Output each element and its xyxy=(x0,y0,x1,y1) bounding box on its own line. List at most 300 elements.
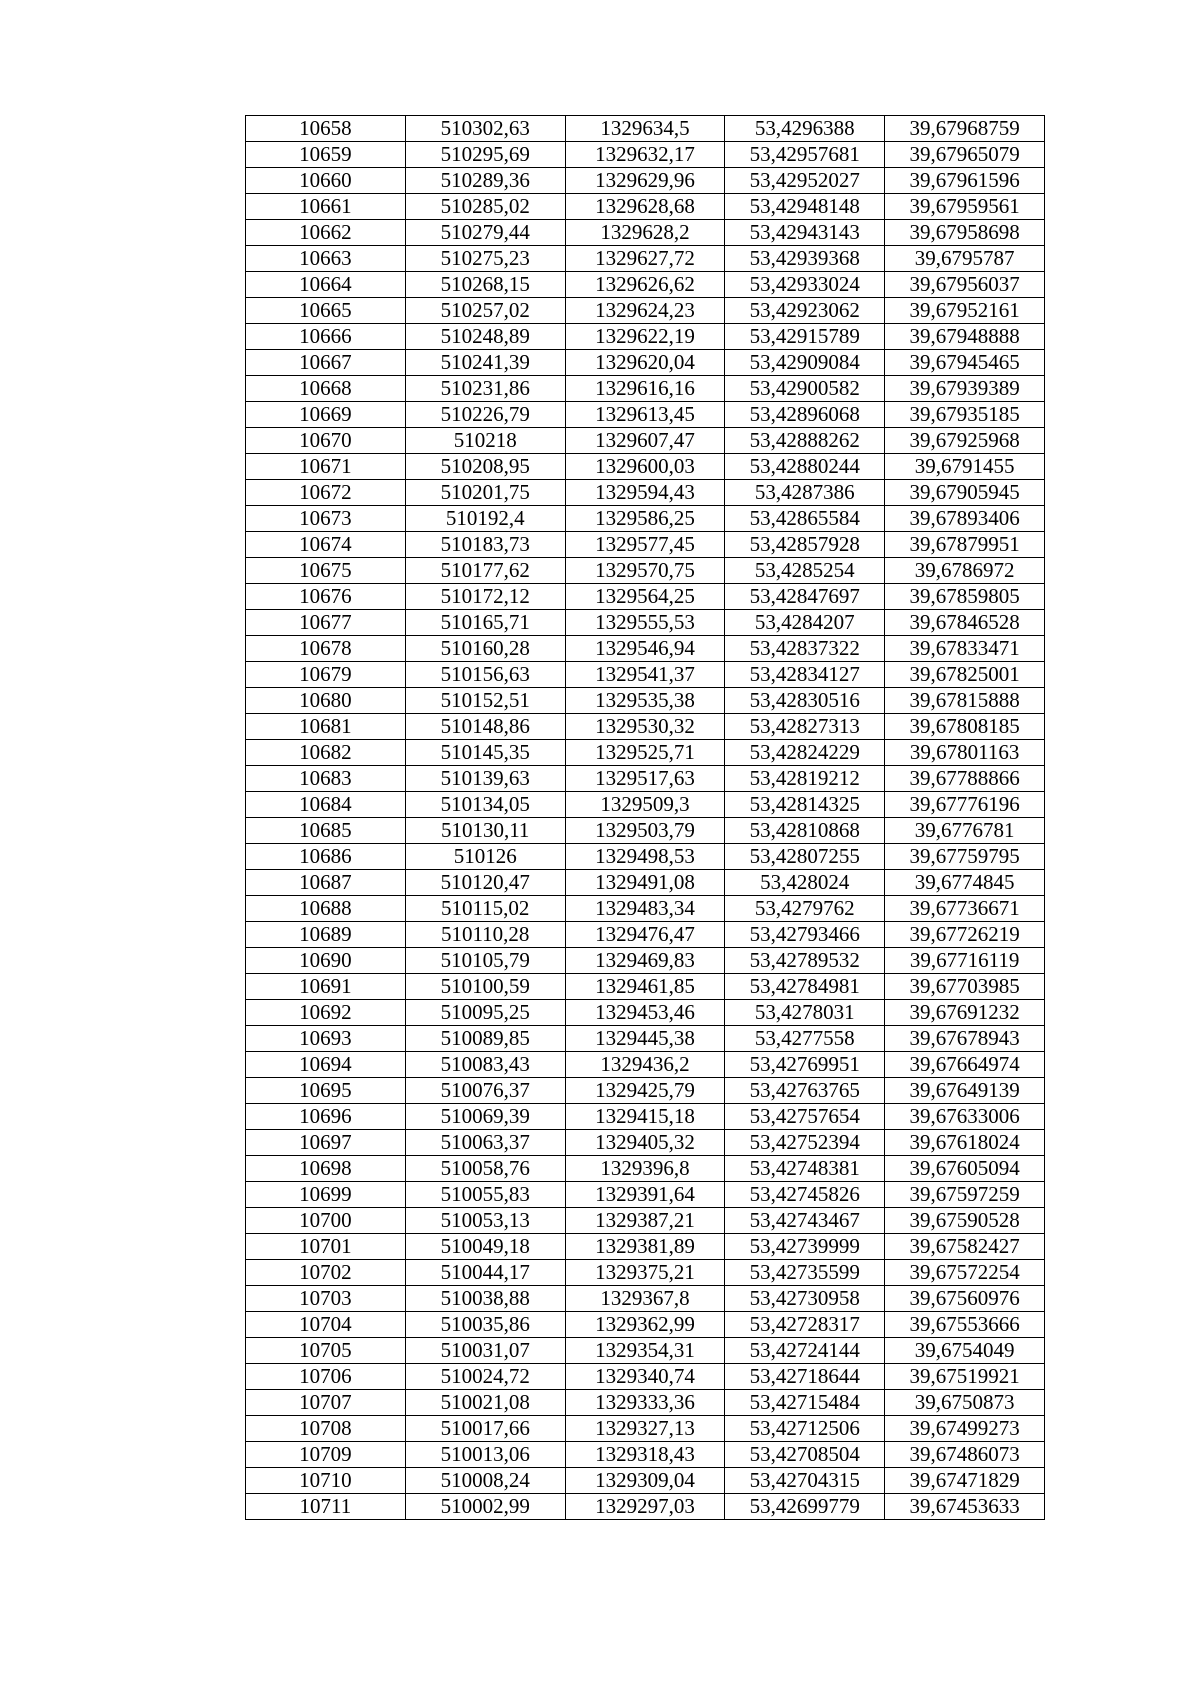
latitude-cell: 53,42724144 xyxy=(725,1338,885,1364)
y-coordinate-cell: 1329491,08 xyxy=(565,870,725,896)
latitude-cell: 53,42728317 xyxy=(725,1312,885,1338)
y-coordinate-cell: 1329629,96 xyxy=(565,168,725,194)
table-row xyxy=(246,688,1045,714)
table-row xyxy=(246,896,1045,922)
point-number-cell: 10678 xyxy=(246,636,406,662)
latitude-cell: 53,42819212 xyxy=(725,766,885,792)
y-coordinate-cell: 1329340,74 xyxy=(565,1364,725,1390)
longitude-cell: 39,67633006 xyxy=(885,1104,1045,1130)
point-number-cell: 10665 xyxy=(246,298,406,324)
latitude-cell: 53,42900582 xyxy=(725,376,885,402)
point-number-cell: 10692 xyxy=(246,1000,406,1026)
y-coordinate-cell: 1329425,79 xyxy=(565,1078,725,1104)
y-coordinate-cell: 1329535,38 xyxy=(565,688,725,714)
longitude-cell: 39,6776781 xyxy=(885,818,1045,844)
latitude-cell: 53,42745826 xyxy=(725,1182,885,1208)
table-row xyxy=(246,376,1045,402)
x-coordinate-cell: 510183,73 xyxy=(405,532,565,558)
latitude-cell: 53,42834127 xyxy=(725,662,885,688)
point-number-cell: 10679 xyxy=(246,662,406,688)
x-coordinate-cell: 510208,95 xyxy=(405,454,565,480)
latitude-cell: 53,42814325 xyxy=(725,792,885,818)
y-coordinate-cell: 1329620,04 xyxy=(565,350,725,376)
x-coordinate-cell: 510002,99 xyxy=(405,1494,565,1520)
latitude-cell: 53,42757654 xyxy=(725,1104,885,1130)
latitude-cell: 53,42718644 xyxy=(725,1364,885,1390)
y-coordinate-cell: 1329628,2 xyxy=(565,220,725,246)
table-row xyxy=(246,1416,1045,1442)
latitude-cell: 53,42837322 xyxy=(725,636,885,662)
longitude-cell: 39,67846528 xyxy=(885,610,1045,636)
point-number-cell: 10683 xyxy=(246,766,406,792)
point-number-cell: 10684 xyxy=(246,792,406,818)
table-row xyxy=(246,1312,1045,1338)
longitude-cell: 39,67961596 xyxy=(885,168,1045,194)
point-number-cell: 10674 xyxy=(246,532,406,558)
x-coordinate-cell: 510024,72 xyxy=(405,1364,565,1390)
longitude-cell: 39,67553666 xyxy=(885,1312,1045,1338)
longitude-cell: 39,6754049 xyxy=(885,1338,1045,1364)
point-number-cell: 10666 xyxy=(246,324,406,350)
latitude-cell: 53,42896068 xyxy=(725,402,885,428)
table-row xyxy=(246,142,1045,168)
point-number-cell: 10697 xyxy=(246,1130,406,1156)
point-number-cell: 10703 xyxy=(246,1286,406,1312)
longitude-cell: 39,67776196 xyxy=(885,792,1045,818)
table-row xyxy=(246,844,1045,870)
longitude-cell: 39,6795787 xyxy=(885,246,1045,272)
point-number-cell: 10681 xyxy=(246,714,406,740)
x-coordinate-cell: 510089,85 xyxy=(405,1026,565,1052)
point-number-cell: 10709 xyxy=(246,1442,406,1468)
table-row xyxy=(246,870,1045,896)
longitude-cell: 39,67486073 xyxy=(885,1442,1045,1468)
x-coordinate-cell: 510017,66 xyxy=(405,1416,565,1442)
longitude-cell: 39,67726219 xyxy=(885,922,1045,948)
latitude-cell: 53,42923062 xyxy=(725,298,885,324)
x-coordinate-cell: 510063,37 xyxy=(405,1130,565,1156)
point-number-cell: 10676 xyxy=(246,584,406,610)
longitude-cell: 39,67945465 xyxy=(885,350,1045,376)
point-number-cell: 10662 xyxy=(246,220,406,246)
longitude-cell: 39,67572254 xyxy=(885,1260,1045,1286)
coordinates-table xyxy=(245,115,1045,1520)
latitude-cell: 53,42915789 xyxy=(725,324,885,350)
longitude-cell: 39,67582427 xyxy=(885,1234,1045,1260)
x-coordinate-cell: 510055,83 xyxy=(405,1182,565,1208)
table-row xyxy=(246,298,1045,324)
longitude-cell: 39,67958698 xyxy=(885,220,1045,246)
point-number-cell: 10670 xyxy=(246,428,406,454)
y-coordinate-cell: 1329333,36 xyxy=(565,1390,725,1416)
point-number-cell: 10673 xyxy=(246,506,406,532)
table-row xyxy=(246,1182,1045,1208)
x-coordinate-cell: 510275,23 xyxy=(405,246,565,272)
point-number-cell: 10702 xyxy=(246,1260,406,1286)
x-coordinate-cell: 510152,51 xyxy=(405,688,565,714)
latitude-cell: 53,42708504 xyxy=(725,1442,885,1468)
table-row xyxy=(246,610,1045,636)
longitude-cell: 39,67959561 xyxy=(885,194,1045,220)
x-coordinate-cell: 510289,36 xyxy=(405,168,565,194)
x-coordinate-cell: 510165,71 xyxy=(405,610,565,636)
point-number-cell: 10677 xyxy=(246,610,406,636)
point-number-cell: 10672 xyxy=(246,480,406,506)
x-coordinate-cell: 510130,11 xyxy=(405,818,565,844)
table-row xyxy=(246,324,1045,350)
y-coordinate-cell: 1329396,8 xyxy=(565,1156,725,1182)
table-row xyxy=(246,1338,1045,1364)
x-coordinate-cell: 510231,86 xyxy=(405,376,565,402)
longitude-cell: 39,67499273 xyxy=(885,1416,1045,1442)
point-number-cell: 10699 xyxy=(246,1182,406,1208)
x-coordinate-cell: 510115,02 xyxy=(405,896,565,922)
x-coordinate-cell: 510148,86 xyxy=(405,714,565,740)
point-number-cell: 10698 xyxy=(246,1156,406,1182)
longitude-cell: 39,67801163 xyxy=(885,740,1045,766)
point-number-cell: 10689 xyxy=(246,922,406,948)
y-coordinate-cell: 1329436,2 xyxy=(565,1052,725,1078)
point-number-cell: 10696 xyxy=(246,1104,406,1130)
x-coordinate-cell: 510069,39 xyxy=(405,1104,565,1130)
latitude-cell: 53,42752394 xyxy=(725,1130,885,1156)
x-coordinate-cell: 510285,02 xyxy=(405,194,565,220)
longitude-cell: 39,67560976 xyxy=(885,1286,1045,1312)
x-coordinate-cell: 510031,07 xyxy=(405,1338,565,1364)
table-row xyxy=(246,220,1045,246)
y-coordinate-cell: 1329391,64 xyxy=(565,1182,725,1208)
longitude-cell: 39,67716119 xyxy=(885,948,1045,974)
y-coordinate-cell: 1329624,23 xyxy=(565,298,725,324)
x-coordinate-cell: 510120,47 xyxy=(405,870,565,896)
latitude-cell: 53,42830516 xyxy=(725,688,885,714)
longitude-cell: 39,67808185 xyxy=(885,714,1045,740)
longitude-cell: 39,6750873 xyxy=(885,1390,1045,1416)
y-coordinate-cell: 1329628,68 xyxy=(565,194,725,220)
x-coordinate-cell: 510201,75 xyxy=(405,480,565,506)
point-number-cell: 10708 xyxy=(246,1416,406,1442)
longitude-cell: 39,67948888 xyxy=(885,324,1045,350)
table-row xyxy=(246,1364,1045,1390)
longitude-cell: 39,67925968 xyxy=(885,428,1045,454)
point-number-cell: 10668 xyxy=(246,376,406,402)
table-row xyxy=(246,350,1045,376)
point-number-cell: 10694 xyxy=(246,1052,406,1078)
x-coordinate-cell: 510013,06 xyxy=(405,1442,565,1468)
y-coordinate-cell: 1329405,32 xyxy=(565,1130,725,1156)
y-coordinate-cell: 1329627,72 xyxy=(565,246,725,272)
latitude-cell: 53,42943143 xyxy=(725,220,885,246)
point-number-cell: 10705 xyxy=(246,1338,406,1364)
y-coordinate-cell: 1329632,17 xyxy=(565,142,725,168)
longitude-cell: 39,6774845 xyxy=(885,870,1045,896)
point-number-cell: 10707 xyxy=(246,1390,406,1416)
y-coordinate-cell: 1329517,63 xyxy=(565,766,725,792)
longitude-cell: 39,67879951 xyxy=(885,532,1045,558)
y-coordinate-cell: 1329577,45 xyxy=(565,532,725,558)
point-number-cell: 10675 xyxy=(246,558,406,584)
x-coordinate-cell: 510038,88 xyxy=(405,1286,565,1312)
y-coordinate-cell: 1329354,31 xyxy=(565,1338,725,1364)
latitude-cell: 53,4278031 xyxy=(725,1000,885,1026)
table-row xyxy=(246,116,1045,142)
x-coordinate-cell: 510139,63 xyxy=(405,766,565,792)
latitude-cell: 53,42793466 xyxy=(725,922,885,948)
point-number-cell: 10671 xyxy=(246,454,406,480)
point-number-cell: 10685 xyxy=(246,818,406,844)
table-row xyxy=(246,1078,1045,1104)
table-row xyxy=(246,740,1045,766)
longitude-cell: 39,67703985 xyxy=(885,974,1045,1000)
y-coordinate-cell: 1329476,47 xyxy=(565,922,725,948)
longitude-cell: 39,67968759 xyxy=(885,116,1045,142)
y-coordinate-cell: 1329634,5 xyxy=(565,116,725,142)
y-coordinate-cell: 1329498,53 xyxy=(565,844,725,870)
table-row xyxy=(246,1468,1045,1494)
y-coordinate-cell: 1329381,89 xyxy=(565,1234,725,1260)
latitude-cell: 53,42939368 xyxy=(725,246,885,272)
y-coordinate-cell: 1329616,16 xyxy=(565,376,725,402)
longitude-cell: 39,67453633 xyxy=(885,1494,1045,1520)
point-number-cell: 10701 xyxy=(246,1234,406,1260)
longitude-cell: 39,67597259 xyxy=(885,1182,1045,1208)
latitude-cell: 53,428024 xyxy=(725,870,885,896)
table-row xyxy=(246,636,1045,662)
x-coordinate-cell: 510172,12 xyxy=(405,584,565,610)
table-row xyxy=(246,454,1045,480)
x-coordinate-cell: 510248,89 xyxy=(405,324,565,350)
y-coordinate-cell: 1329469,83 xyxy=(565,948,725,974)
point-number-cell: 10664 xyxy=(246,272,406,298)
y-coordinate-cell: 1329318,43 xyxy=(565,1442,725,1468)
x-coordinate-cell: 510110,28 xyxy=(405,922,565,948)
longitude-cell: 39,67952161 xyxy=(885,298,1045,324)
point-number-cell: 10682 xyxy=(246,740,406,766)
point-number-cell: 10660 xyxy=(246,168,406,194)
x-coordinate-cell: 510192,4 xyxy=(405,506,565,532)
latitude-cell: 53,42743467 xyxy=(725,1208,885,1234)
latitude-cell: 53,42933024 xyxy=(725,272,885,298)
latitude-cell: 53,42857928 xyxy=(725,532,885,558)
y-coordinate-cell: 1329375,21 xyxy=(565,1260,725,1286)
latitude-cell: 53,42735599 xyxy=(725,1260,885,1286)
table-row xyxy=(246,922,1045,948)
table-row xyxy=(246,1156,1045,1182)
x-coordinate-cell: 510053,13 xyxy=(405,1208,565,1234)
table-row xyxy=(246,1000,1045,1026)
coordinates-table-body xyxy=(246,116,1045,1520)
y-coordinate-cell: 1329564,25 xyxy=(565,584,725,610)
x-coordinate-cell: 510058,76 xyxy=(405,1156,565,1182)
table-row xyxy=(246,1260,1045,1286)
point-number-cell: 10659 xyxy=(246,142,406,168)
table-row xyxy=(246,194,1045,220)
table-row xyxy=(246,402,1045,428)
latitude-cell: 53,42948148 xyxy=(725,194,885,220)
latitude-cell: 53,42810868 xyxy=(725,818,885,844)
longitude-cell: 39,6786972 xyxy=(885,558,1045,584)
table-row xyxy=(246,948,1045,974)
x-coordinate-cell: 510105,79 xyxy=(405,948,565,974)
longitude-cell: 39,67833471 xyxy=(885,636,1045,662)
table-row xyxy=(246,714,1045,740)
x-coordinate-cell: 510083,43 xyxy=(405,1052,565,1078)
point-number-cell: 10680 xyxy=(246,688,406,714)
point-number-cell: 10687 xyxy=(246,870,406,896)
latitude-cell: 53,4277558 xyxy=(725,1026,885,1052)
x-coordinate-cell: 510145,35 xyxy=(405,740,565,766)
latitude-cell: 53,4285254 xyxy=(725,558,885,584)
x-coordinate-cell: 510049,18 xyxy=(405,1234,565,1260)
latitude-cell: 53,4284207 xyxy=(725,610,885,636)
point-number-cell: 10706 xyxy=(246,1364,406,1390)
point-number-cell: 10663 xyxy=(246,246,406,272)
y-coordinate-cell: 1329453,46 xyxy=(565,1000,725,1026)
table-row xyxy=(246,1494,1045,1520)
point-number-cell: 10695 xyxy=(246,1078,406,1104)
point-number-cell: 10693 xyxy=(246,1026,406,1052)
x-coordinate-cell: 510021,08 xyxy=(405,1390,565,1416)
y-coordinate-cell: 1329525,71 xyxy=(565,740,725,766)
x-coordinate-cell: 510134,05 xyxy=(405,792,565,818)
table-row xyxy=(246,428,1045,454)
y-coordinate-cell: 1329570,75 xyxy=(565,558,725,584)
longitude-cell: 39,67519921 xyxy=(885,1364,1045,1390)
x-coordinate-cell: 510257,02 xyxy=(405,298,565,324)
point-number-cell: 10691 xyxy=(246,974,406,1000)
latitude-cell: 53,42789532 xyxy=(725,948,885,974)
table-row xyxy=(246,974,1045,1000)
x-coordinate-cell: 510095,25 xyxy=(405,1000,565,1026)
x-coordinate-cell: 510100,59 xyxy=(405,974,565,1000)
table-row xyxy=(246,246,1045,272)
y-coordinate-cell: 1329600,03 xyxy=(565,454,725,480)
latitude-cell: 53,42865584 xyxy=(725,506,885,532)
latitude-cell: 53,42880244 xyxy=(725,454,885,480)
table-row xyxy=(246,1104,1045,1130)
longitude-cell: 39,67893406 xyxy=(885,506,1045,532)
y-coordinate-cell: 1329415,18 xyxy=(565,1104,725,1130)
y-coordinate-cell: 1329509,3 xyxy=(565,792,725,818)
y-coordinate-cell: 1329613,45 xyxy=(565,402,725,428)
x-coordinate-cell: 510295,69 xyxy=(405,142,565,168)
point-number-cell: 10704 xyxy=(246,1312,406,1338)
latitude-cell: 53,42824229 xyxy=(725,740,885,766)
x-coordinate-cell: 510008,24 xyxy=(405,1468,565,1494)
longitude-cell: 39,67678943 xyxy=(885,1026,1045,1052)
latitude-cell: 53,42748381 xyxy=(725,1156,885,1182)
y-coordinate-cell: 1329594,43 xyxy=(565,480,725,506)
y-coordinate-cell: 1329483,34 xyxy=(565,896,725,922)
table-row xyxy=(246,1052,1045,1078)
longitude-cell: 39,67939389 xyxy=(885,376,1045,402)
table-row xyxy=(246,792,1045,818)
y-coordinate-cell: 1329607,47 xyxy=(565,428,725,454)
y-coordinate-cell: 1329555,53 xyxy=(565,610,725,636)
table-row xyxy=(246,1442,1045,1468)
y-coordinate-cell: 1329626,62 xyxy=(565,272,725,298)
longitude-cell: 39,67691232 xyxy=(885,1000,1045,1026)
point-number-cell: 10667 xyxy=(246,350,406,376)
latitude-cell: 53,42712506 xyxy=(725,1416,885,1442)
longitude-cell: 39,67965079 xyxy=(885,142,1045,168)
x-coordinate-cell: 510218 xyxy=(405,428,565,454)
y-coordinate-cell: 1329297,03 xyxy=(565,1494,725,1520)
latitude-cell: 53,4296388 xyxy=(725,116,885,142)
point-number-cell: 10688 xyxy=(246,896,406,922)
table-row xyxy=(246,1208,1045,1234)
x-coordinate-cell: 510156,63 xyxy=(405,662,565,688)
point-number-cell: 10669 xyxy=(246,402,406,428)
x-coordinate-cell: 510177,62 xyxy=(405,558,565,584)
table-row xyxy=(246,818,1045,844)
table-row xyxy=(246,766,1045,792)
latitude-cell: 53,42763765 xyxy=(725,1078,885,1104)
y-coordinate-cell: 1329309,04 xyxy=(565,1468,725,1494)
latitude-cell: 53,42769951 xyxy=(725,1052,885,1078)
point-number-cell: 10710 xyxy=(246,1468,406,1494)
longitude-cell: 39,67759795 xyxy=(885,844,1045,870)
point-number-cell: 10661 xyxy=(246,194,406,220)
longitude-cell: 39,67859805 xyxy=(885,584,1045,610)
latitude-cell: 53,42730958 xyxy=(725,1286,885,1312)
latitude-cell: 53,42699779 xyxy=(725,1494,885,1520)
table-row xyxy=(246,1234,1045,1260)
y-coordinate-cell: 1329541,37 xyxy=(565,662,725,688)
longitude-cell: 39,67956037 xyxy=(885,272,1045,298)
latitude-cell: 53,42784981 xyxy=(725,974,885,1000)
y-coordinate-cell: 1329445,38 xyxy=(565,1026,725,1052)
x-coordinate-cell: 510160,28 xyxy=(405,636,565,662)
longitude-cell: 39,6791455 xyxy=(885,454,1045,480)
y-coordinate-cell: 1329586,25 xyxy=(565,506,725,532)
latitude-cell: 53,42827313 xyxy=(725,714,885,740)
longitude-cell: 39,67825001 xyxy=(885,662,1045,688)
point-number-cell: 10711 xyxy=(246,1494,406,1520)
latitude-cell: 53,42909084 xyxy=(725,350,885,376)
longitude-cell: 39,67590528 xyxy=(885,1208,1045,1234)
x-coordinate-cell: 510268,15 xyxy=(405,272,565,298)
point-number-cell: 10658 xyxy=(246,116,406,142)
longitude-cell: 39,67905945 xyxy=(885,480,1045,506)
table-row xyxy=(246,662,1045,688)
longitude-cell: 39,67649139 xyxy=(885,1078,1045,1104)
x-coordinate-cell: 510035,86 xyxy=(405,1312,565,1338)
x-coordinate-cell: 510302,63 xyxy=(405,116,565,142)
table-row xyxy=(246,584,1045,610)
table-row xyxy=(246,532,1045,558)
latitude-cell: 53,42807255 xyxy=(725,844,885,870)
longitude-cell: 39,67788866 xyxy=(885,766,1045,792)
latitude-cell: 53,42957681 xyxy=(725,142,885,168)
longitude-cell: 39,67664974 xyxy=(885,1052,1045,1078)
table-row xyxy=(246,558,1045,584)
y-coordinate-cell: 1329530,32 xyxy=(565,714,725,740)
longitude-cell: 39,67736671 xyxy=(885,896,1045,922)
y-coordinate-cell: 1329367,8 xyxy=(565,1286,725,1312)
longitude-cell: 39,67471829 xyxy=(885,1468,1045,1494)
longitude-cell: 39,67935185 xyxy=(885,402,1045,428)
x-coordinate-cell: 510044,17 xyxy=(405,1260,565,1286)
longitude-cell: 39,67815888 xyxy=(885,688,1045,714)
point-number-cell: 10690 xyxy=(246,948,406,974)
latitude-cell: 53,42847697 xyxy=(725,584,885,610)
table-row xyxy=(246,272,1045,298)
latitude-cell: 53,42715484 xyxy=(725,1390,885,1416)
table-row xyxy=(246,1130,1045,1156)
y-coordinate-cell: 1329387,21 xyxy=(565,1208,725,1234)
table-row xyxy=(246,168,1045,194)
